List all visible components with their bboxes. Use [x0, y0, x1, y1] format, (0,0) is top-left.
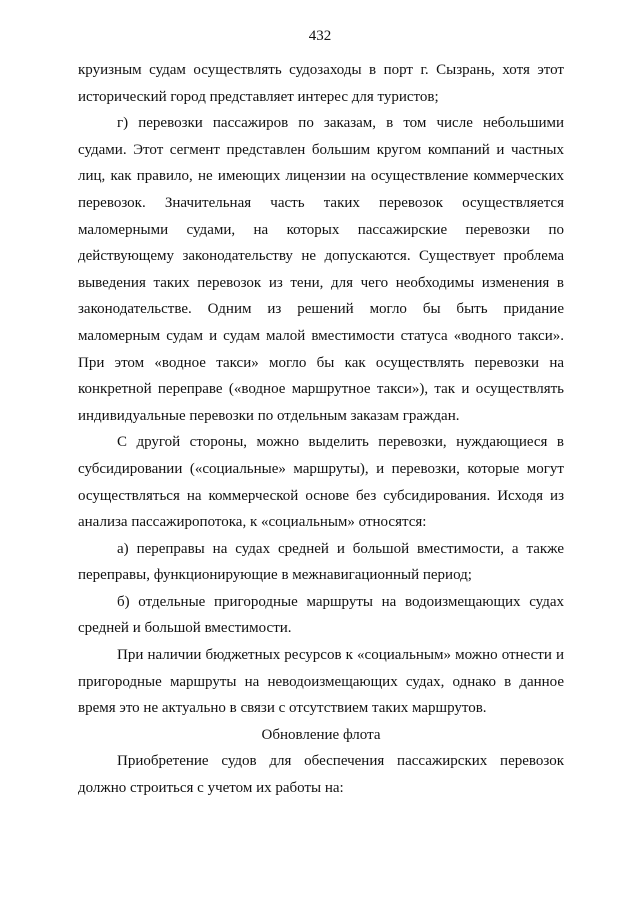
document-body	[78, 57, 564, 802]
text-line: маломерным судам и судам малой вместимости статуса «водного такси».	[78, 327, 564, 344]
text-line: субсидировании («социальные» маршруты), и перевозки, которые могут	[78, 460, 564, 477]
paragraph-charter-transport	[78, 110, 564, 429]
text-line: судами. Этот сегмент представлен большим кругом компаний и частных	[78, 141, 564, 158]
text-line: г) перевозки пассажиров по заказам, в том числе небольшими	[117, 115, 564, 132]
text-line: перевозок. Значительная часть таких перевозок осуществляется	[78, 194, 564, 211]
page-number: 432	[308, 28, 332, 44]
text-line: время это не актуально в связи с отсутствием таких маршрутов.	[78, 700, 487, 717]
text-line: пригородные маршруты на неводоизмещающих судах, однако в данное	[78, 673, 564, 690]
paragraph-list-item-a	[78, 536, 564, 589]
text-line: действующему законодательству не допускаются. Существует проблема	[78, 248, 564, 265]
text-line: индивидуальные перевозки по отдельным заказам граждан.	[78, 407, 460, 424]
paragraph-list-item-b	[78, 589, 564, 642]
text-line: Приобретение судов для обеспечения пассажирских перевозок	[117, 753, 564, 770]
section-heading: Обновление флота	[261, 726, 381, 743]
paragraph-fleet-acquisition	[78, 748, 564, 801]
text-line: маломерными судами, на которых пассажирские перевозки по	[78, 221, 564, 238]
text-line: переправы, функционирующие в межнавигационный период;	[78, 567, 472, 584]
text-line: При этом «водное такси» могло бы как осуществлять перевозки на	[78, 354, 564, 371]
text-line: При наличии бюджетных ресурсов к «социальным» можно отнести и	[117, 647, 564, 664]
text-line: конкретной переправе («водное маршрутное такси»), так и осуществлять	[78, 381, 564, 398]
text-line: круизным судам осуществлять судозаходы в порт г. Сызрань, хотя этот	[78, 62, 564, 78]
text-line: б) отдельные пригородные маршруты на водоизмещающих судах	[117, 593, 564, 610]
text-line: осуществляться на коммерческой основе без субсидирования. Исходя из	[78, 487, 564, 504]
text-line: средней и большой вместимости.	[78, 620, 292, 637]
text-line: исторический город представляет интерес для туристов;	[78, 88, 439, 105]
text-line: С другой стороны, можно выделить перевозки, нуждающиеся в	[117, 434, 564, 451]
text-line: должно строиться с учетом их работы на:	[78, 780, 344, 797]
text-line: законодательстве. Одним из решений могло бы быть придание	[78, 301, 564, 318]
text-line: выведения таких перевозок из тени, для чего необходимы изменения в	[78, 274, 564, 291]
text-line: лиц, как правило, не имеющих лицензии на осуществление коммерческих	[78, 168, 564, 185]
paragraph-subsidized-routes	[78, 429, 564, 535]
text-line: а) переправы на судах средней и большой вместимости, а также	[117, 540, 564, 557]
paragraph-cruise-continuation	[78, 57, 564, 110]
text-line: анализа пассажиропотока, к «социальным» относятся:	[78, 514, 427, 531]
paragraph-budget-resources	[78, 642, 564, 722]
